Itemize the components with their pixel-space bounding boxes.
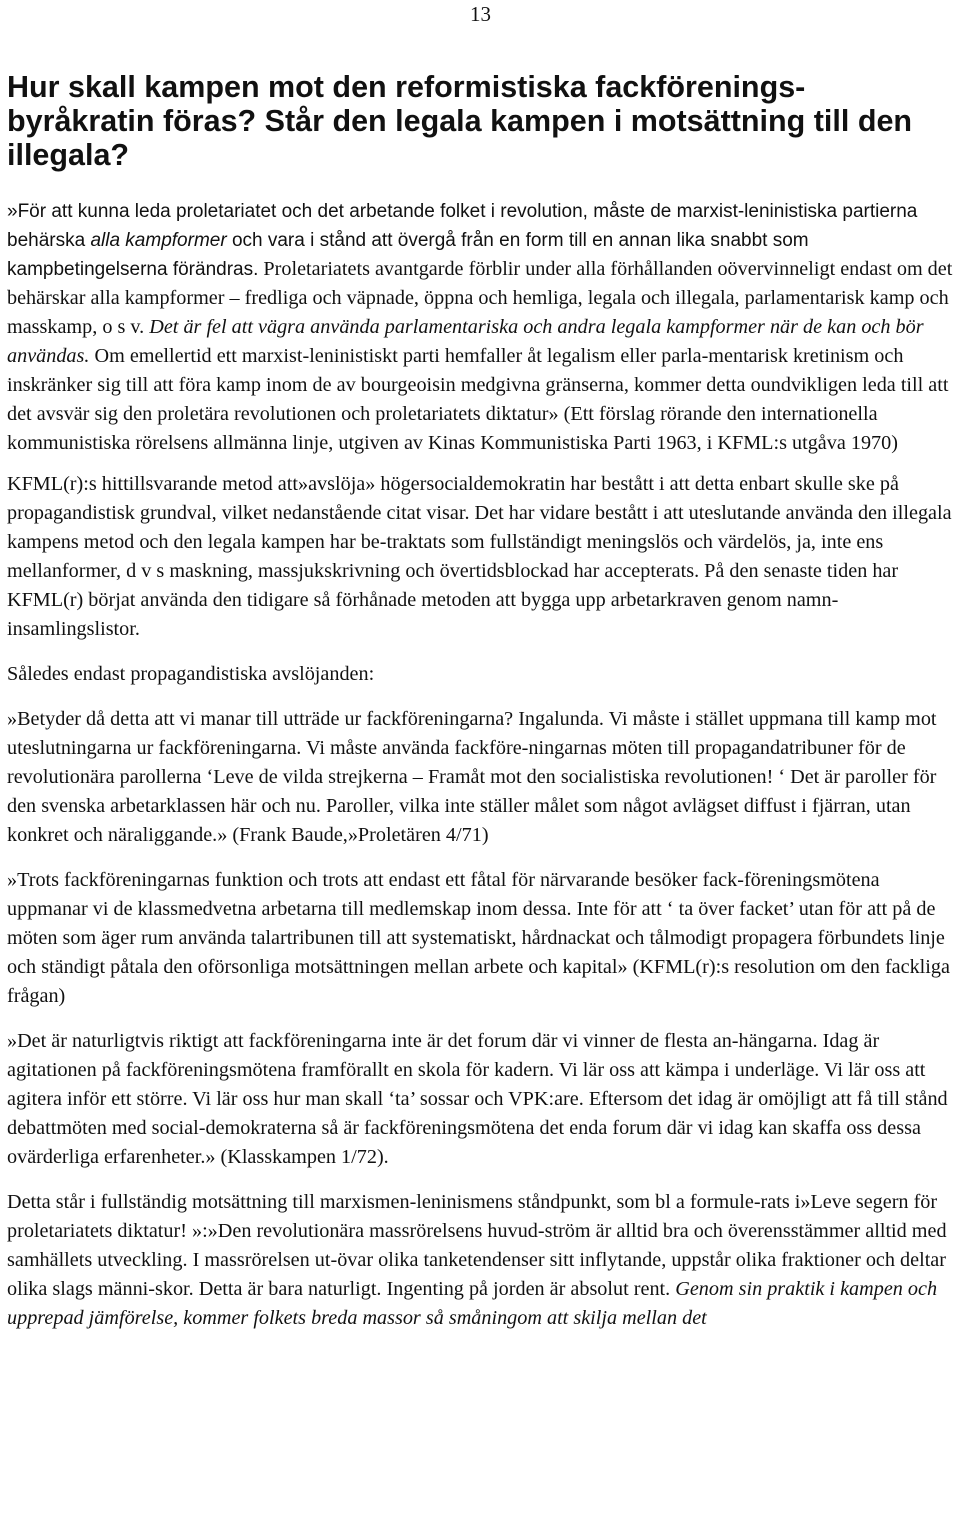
p1-emphasis-b: alla kampformer xyxy=(90,230,227,251)
page-number: 13 xyxy=(470,2,491,26)
body-text xyxy=(7,197,955,1349)
paragraph-2: KFML(r):s hittillsvarande metod att»avslöja» högersocialdemokratin har bestått i att detta enbart skulle ske på propagandistisk grundval, vilket nedanstående citat visar. Det har vidare bestått i att uteslutande använda den illegala kampens metod och den legala kampen har be-traktats som fullständigt meningslös och värdelös, ja, inte ens mellanformer, d v s maskning, massjukskrivning och övertidsblockad har accepterats. På den senaste tiden har KFML(r) börjat använda den tidigare så förhånade metoden att bygga upp arbetarkraven genom namn-insamlingslistor. xyxy=(7,473,952,640)
paragraph-7 xyxy=(7,1188,955,1333)
p1-text-c: och vara i stånd att övergå från en form till en annan lika snabbt som kampbetingelserna förändras. xyxy=(7,230,809,280)
quote-paragraph-5: »Trots fackföreningarnas funktion och trots att endast ett fåtal för närvarande besöker fack-föreningsmötena uppmanar vi de klassmedvetna arbetarna till medlemskap inom dessa. Inte för att ‘ ta över facket’ utan för att på de möten som äger rum använda talartribunen till att systematiskt, hårdnackat och tålmodigt propagera förbundets linje och ständigt påtala den oförsonliga motsättningen mellan arbete och kapital» (KFML(r):s resolution om den fackliga frågan) xyxy=(7,869,950,1007)
quote-paragraph-4: »Betyder då detta att vi manar till utträde ur fackföreningarna? Ingalunda. Vi måste i stället uppmana till kamp mot uteslutningarna ur fackföreningarna. Vi måste använda fackföre-ningarnas möten till propagandatribuner för de revolutionära parollerna ‘Leve de vilda strejkerna – Framåt mot den socialistiska revolutionen! ‘ Det är paroller för den svenska arbetarklassen här och nu. Paroller, vilka inte ställer målet som något avlägset diffust i fjärran, utan konkret och näraliggande.» (Frank Baude,»Proletären 4/71) xyxy=(7,708,937,846)
section-heading: Hur skall kampen mot den reformistiska fackförenings-byråkratin föras? Står den legala kampen i motsättning till den illegala? xyxy=(7,70,913,172)
p1-emphasis-e: Det är fel att vägra använda parlamentariska och andra legala kampformer när de kan och bör användas. xyxy=(7,316,924,367)
quote-paragraph-6: »Det är naturligtvis riktigt att fackföreningarna inte är det forum där vi vinner de flesta an-hängarna. Idag är agitationen på fackföreningsmötena framförallt en skola för kadern. Vi lär oss att kämpa i underläge. Vi lär oss att agitera inför ett större. Vi lär oss hur man skall ‘ta’ sossar och VPK:are. Eftersom det idag är omöjligt att få till stånd debattmöten med social-demokraterna så är fackföreningsmötena det enda forum där vi idag kan skaffa oss dessa ovärderliga erfarenheter.» (Klasskampen 1/72). xyxy=(7,1030,948,1168)
p7-text-a: Detta står i fullständig motsättning till marxismen-leninismens ståndpunkt, som bl a formule-rats i»Leve segern för proletariatets diktatur! »:»Den revolutionära massrörelsens huvud-ström är alltid bra och överensstämmer alltid med samhällets utveckling. I massrörelsen ut-övar olika tanketendenser sitt inflytande, uppstår olika fraktioner och deltar olika slags männi-skor. Detta är bara naturligt. Ingenting på jorden är absolut rent. xyxy=(7,1191,947,1300)
p1-text-a: »För att kunna leda proletariatet och det arbetande folket i revolution, måste de marxist-leninistiska partierna behärska xyxy=(7,201,918,251)
paragraph-3: Således endast propagandistiska avslöjanden: xyxy=(7,663,375,685)
p1-text-f: Om emellertid ett marxist-leninistiskt parti hemfaller åt legalism eller parla-mentarisk kretinism och inskränker sig till att föra kamp inom de av bourgeoisin medgivna gränserna, kommer detta oundvikligen leda till att det avsvär sig den proletära revolutionen och proletariatets diktatur» (Ett förslag rörande den internationella kommunistiska rörelsens allmänna linje, utgiven av Kinas Kommunistiska Parti 1963, i KFML:s utgåva 1970) xyxy=(7,345,949,454)
p7-emphasis-b: Genom sin praktik i kampen och upprepad jämförelse, kommer folkets breda massor så småningom att skilja mellan det xyxy=(7,1278,938,1329)
quote-paragraph-1 xyxy=(7,197,955,458)
p1-text-d: Proletariatets avantgarde förblir under alla förhållanden oövervinneligt endast om det behärskar alla kampformer – fredliga och väpnade, öppna och hemliga, legala och illegala, parlamentarisk kamp och masskamp, o s v. xyxy=(7,258,953,338)
